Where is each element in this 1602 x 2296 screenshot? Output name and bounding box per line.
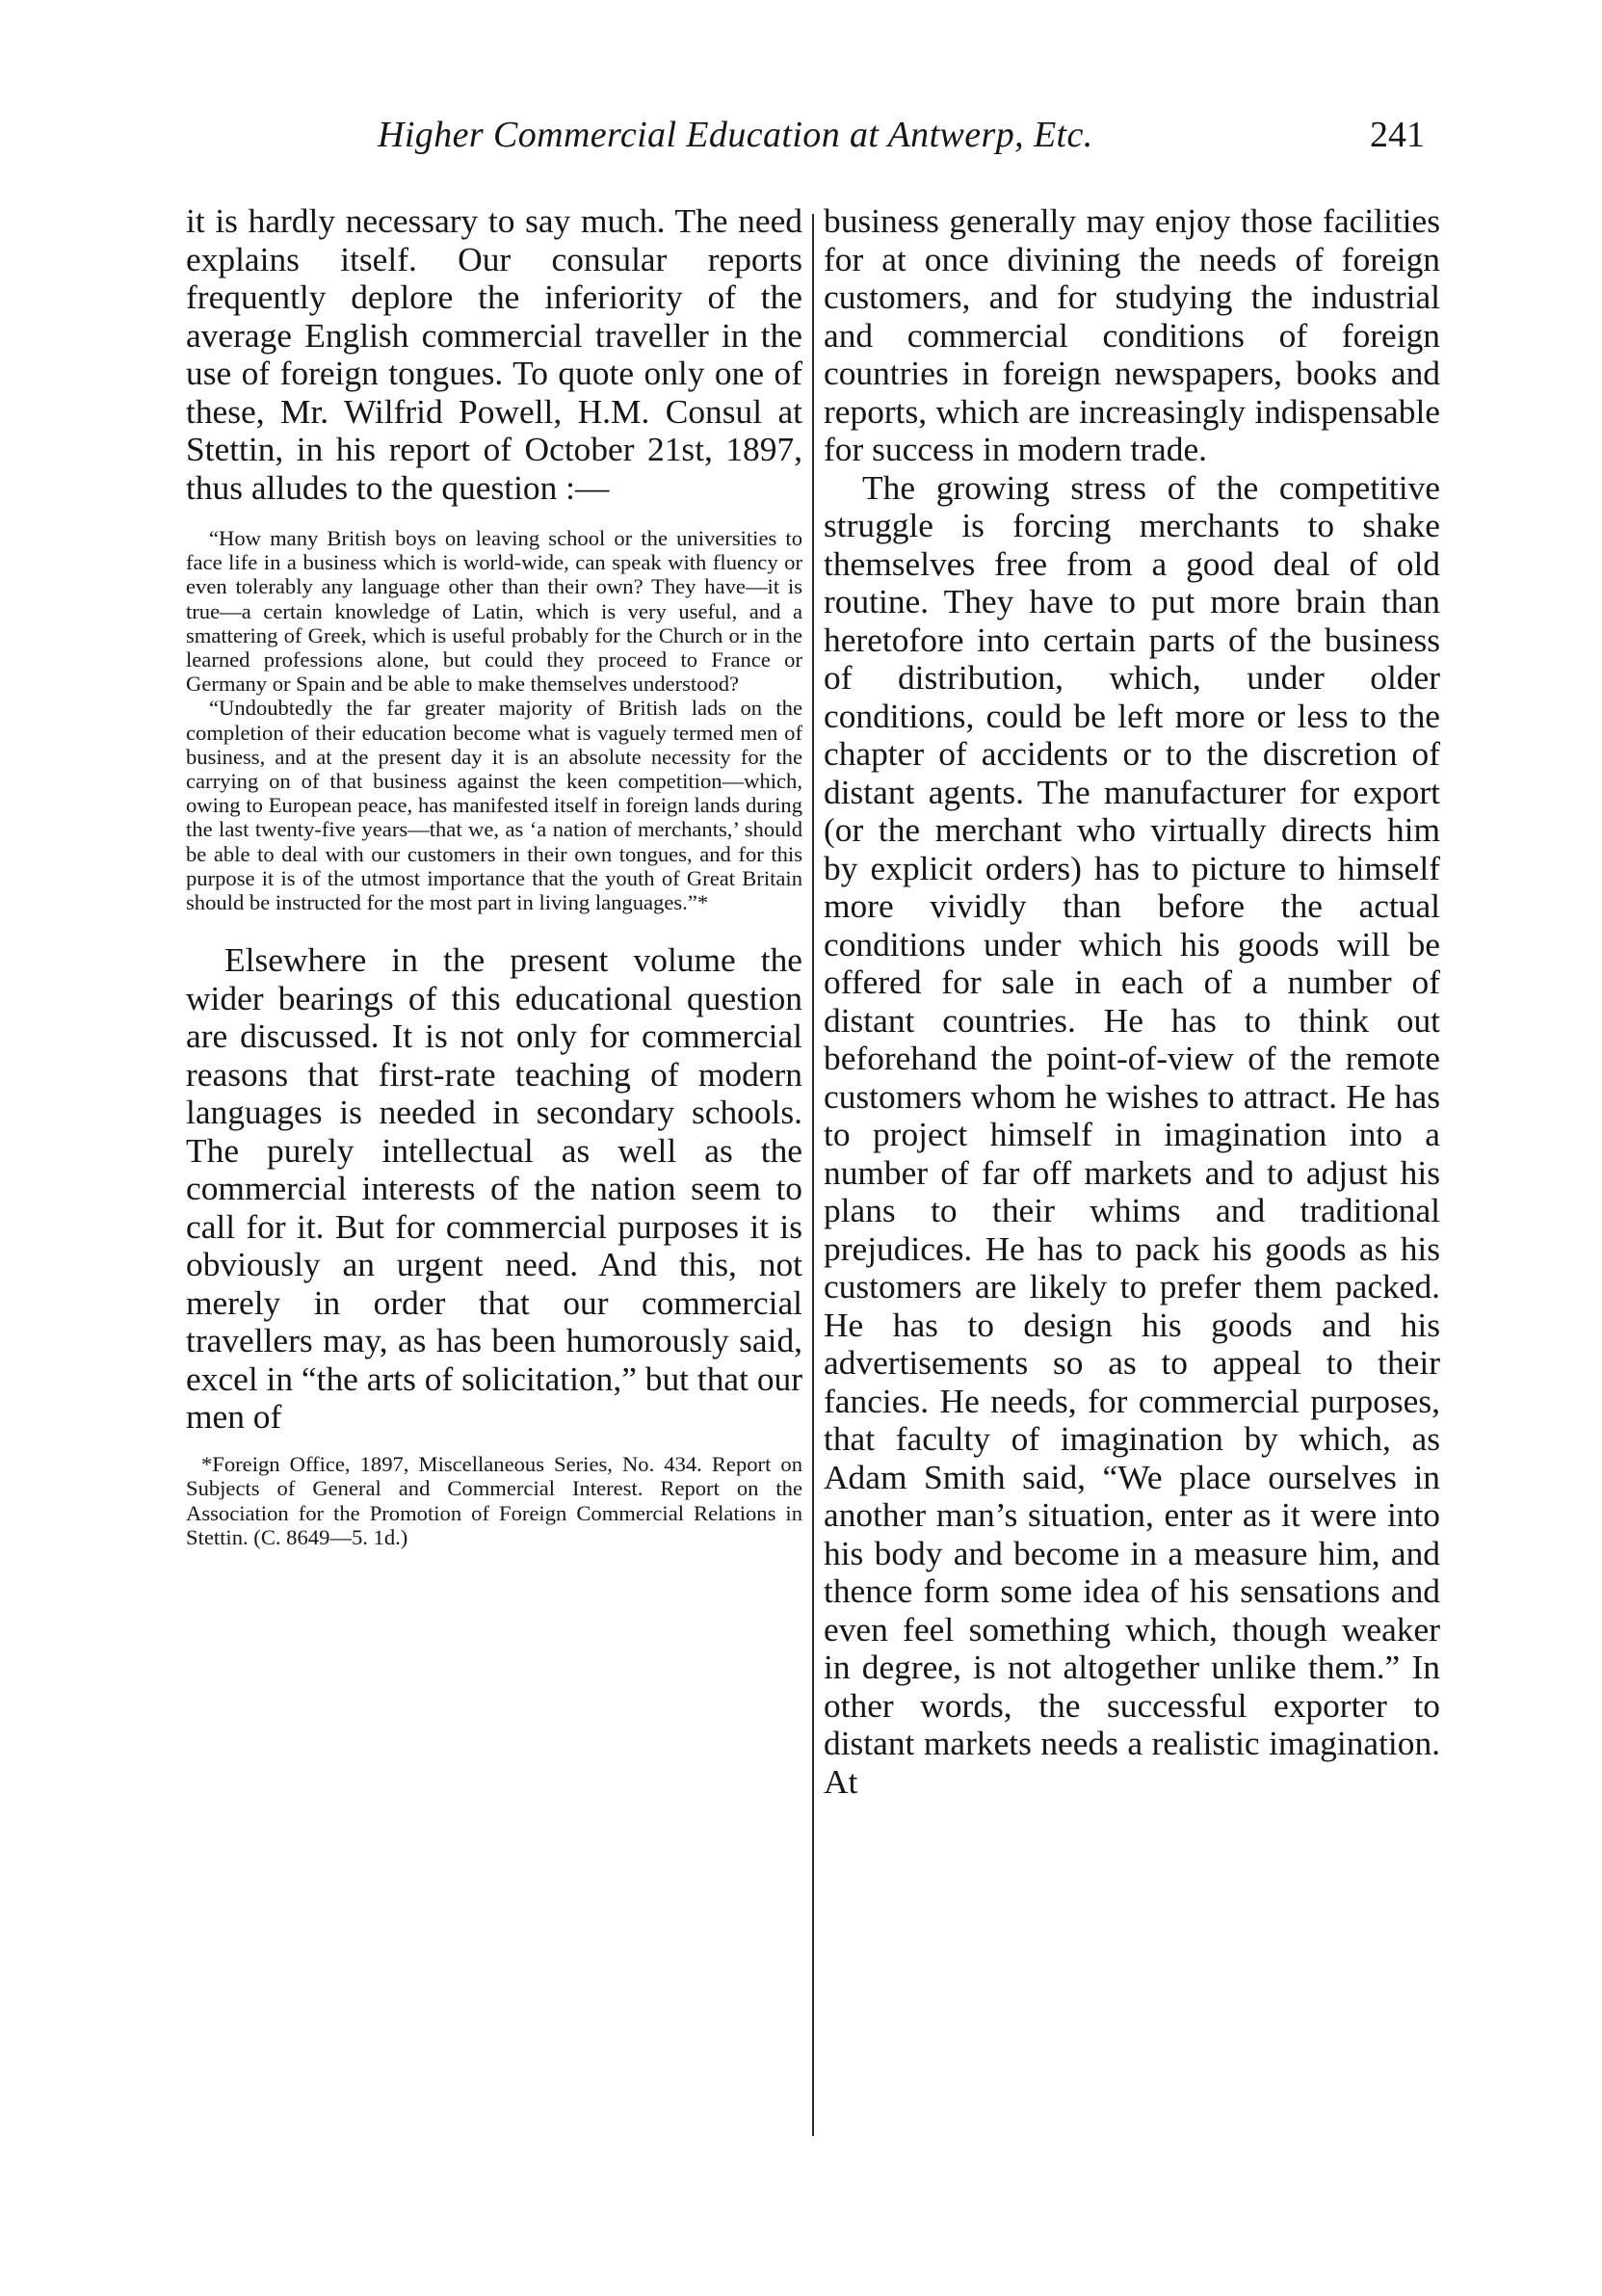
- body-paragraph: it is hardly necessary to say much. The need explains itself. Our consular reports frequently deplore the inferiority of the average English commercial traveller in the use of foreign tongues. To quote only one of these, Mr. Wilfrid Powell, H.M. Consul at Stettin, in his report of October 21st, 1897, thus alludes to the question :—: [186, 201, 802, 507]
- page-number: 241: [1370, 115, 1425, 155]
- running-head: [378, 114, 1437, 172]
- body-paragraph: business generally may enjoy those facilities for at once divining the needs of foreign customers, and for studying the industrial and commercial conditions of foreign countries in foreign newspapers, books and reports, which are increasingly indispensable for success in modern trade.: [824, 201, 1440, 468]
- body-paragraph: The growing stress of the competitive struggle is forcing merchants to shake themselves free from a good deal of old routine. They have to put more brain than heretofore into certain parts of the business of distribution, which, under older conditions, could be left more or less to the chapter of accidents or to the discretion of distant agents. The manufacturer for export (or the merchant who virtually directs him by explicit orders) has to picture to himself more vividly than before the actual conditions under which his goods will be offered for sale in each of a number of distant countries. He has to think out beforehand the point-of-view of the remote customers whom he wishes to attract. He has to project himself in imagination into a number of far off markets and to adjust his plans to their whims and traditional prejudices. He has to pack his goods as his customers are likely to prefer them packed. He has to design his goods and his advertisements so as to appeal to their fancies. He needs, for commercial purposes, that faculty of imagination by which, as Adam Smith said, “We place ourselves in another man’s situation, enter as it were into his body and become in a measure him, and thence form some idea of his sensations and even feel something which, though weaker in degree, is not altogether unlike them.” In other words, the successful exporter to distant markets needs a realistic imagination. At: [824, 467, 1440, 1801]
- running-title: Higher Commercial Education at Antwerp, Etc.: [378, 115, 1093, 155]
- column-divider: [812, 214, 814, 2136]
- footnote: *Foreign Office, 1897, Miscellaneous Series, No. 434. Report on Subjects of General and Commercial Interest. Report on the Association for the Promotion of Foreign Commercial Relations in Stettin. (C. 8649—5. 1d.): [186, 1451, 802, 1550]
- body-paragraph: Elsewhere in the present volume the wider bearings of this educational question are discussed. It is not only for commercial reasons that first-rate teaching of modern languages is needed in secondary schools. The purely intellectual as well as the commercial interests of the nation seem to call for it. But for commercial purposes it is obviously an urgent need. And this, not merely in order that our commercial travellers may, as has been humorously said, excel in “the arts of solicitation,” but that our men of: [186, 940, 802, 1437]
- block-quote: “Undoubtedly the far greater majority of British lads on the completion of their education become what is vaguely termed men of business, and at the present day it is an absolute necessity for the carrying on of that business against the keen competition—which, owing to European peace, has manifested itself in foreign lands during the last twenty-five years—that we, as ‘a nation of merchants,’ should be able to deal with our customers in their own tongues, and for this purpose it is of the utmost importance that the youth of Great Britain should be instructed for the most part in living languages.”*: [186, 696, 802, 915]
- left-column: [186, 202, 802, 1550]
- right-column: [824, 202, 1440, 1801]
- block-quote: “How many British boys on leaving school or the universities to face life in a business which is world-wide, can speak with fluency or even tolerably any language other than their own? They have—it is true—a certain knowledge of Latin, which is very useful, and a smattering of Greek, which is useful probably for the Church or in the learned professions alone, but could they proceed to France or Germany or Spain and be able to make themselves understood?: [186, 526, 802, 697]
